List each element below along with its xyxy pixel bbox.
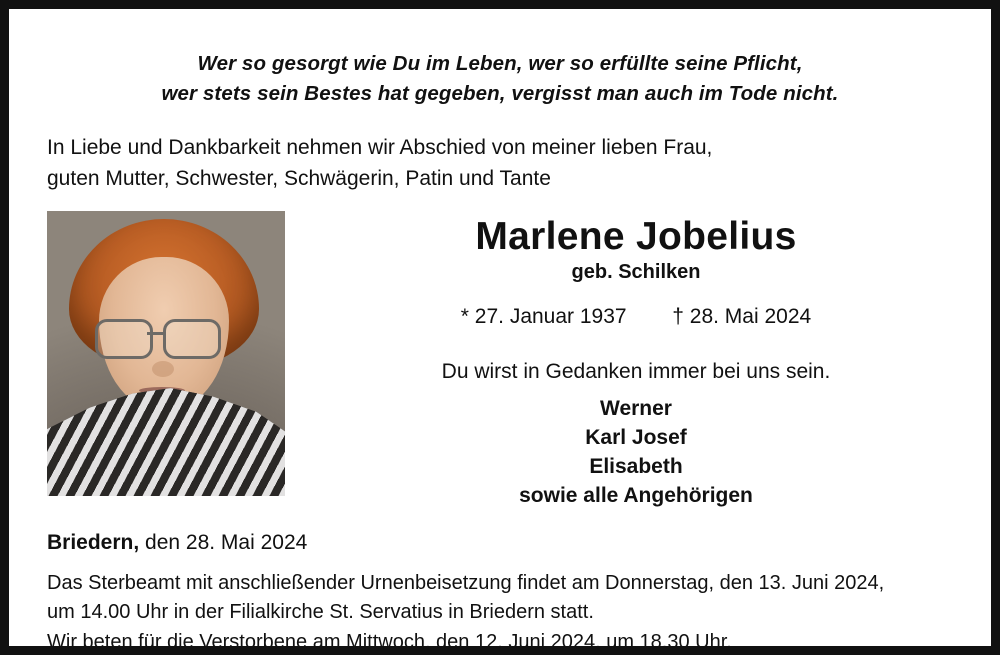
verse-line-1: Wer so gesorgt wie Du im Leben, wer so erfüllte seine Pflicht,: [197, 52, 803, 75]
deceased-maiden-name: geb. Schilken: [571, 261, 701, 284]
place-name: Briedern,: [47, 531, 140, 554]
eyeglasses-left-lens: [95, 319, 153, 359]
arrangement-line-3: Wir beten für die Verstorbene am Mittwoch, den 12. Juni 2024, um 18.30 Uhr.: [47, 630, 732, 653]
portrait-nose: [152, 361, 174, 377]
place-and-date-line: [47, 531, 953, 555]
death-date: † 28. Mai 2024: [672, 305, 812, 329]
memorial-verse: [65, 49, 935, 109]
obituary-content: [9, 9, 991, 653]
intro-line-1: In Liebe und Dankbarkeit nehmen wir Abschied von meiner lieben Frau,: [47, 136, 713, 160]
notice-date: den 28. Mai 2024: [139, 531, 308, 554]
intro-text: [47, 133, 953, 194]
mourners-list: [319, 395, 953, 511]
verse-line-2: wer stets sein Bestes hat gegeben, vergisst man auch im Tode nicht.: [161, 82, 839, 106]
arrangement-line-1: Das Sterbeamt mit anschließender Urnenbeisetzung findet am Donnerstag, den 13. Juni 2024,: [47, 572, 885, 594]
list-item: Karl Josef: [585, 426, 687, 450]
arrangement-line-2: um 14.00 Uhr in der Filialkirche St. Servatius in Briedern statt.: [47, 601, 594, 624]
eyeglasses-right-lens: [163, 319, 221, 359]
remembrance-line: Du wirst in Gedanken immer bei uns sein.: [441, 360, 831, 384]
deceased-name: Marlene Jobelius: [475, 215, 797, 259]
portrait-photo: [47, 211, 285, 496]
deceased-details: [285, 211, 953, 511]
birth-date: * 27. Januar 1937: [460, 305, 627, 329]
list-item: Werner: [600, 397, 672, 421]
life-dates: [319, 305, 953, 329]
list-item: Elisabeth: [589, 455, 683, 479]
eyeglasses-bridge: [147, 332, 163, 335]
funeral-arrangements: [47, 569, 953, 657]
intro-line-2: guten Mutter, Schwester, Schwägerin, Patin und Tante: [47, 166, 551, 190]
list-item: sowie alle Angehörigen: [519, 484, 753, 508]
portrait-and-details-row: [47, 211, 953, 511]
